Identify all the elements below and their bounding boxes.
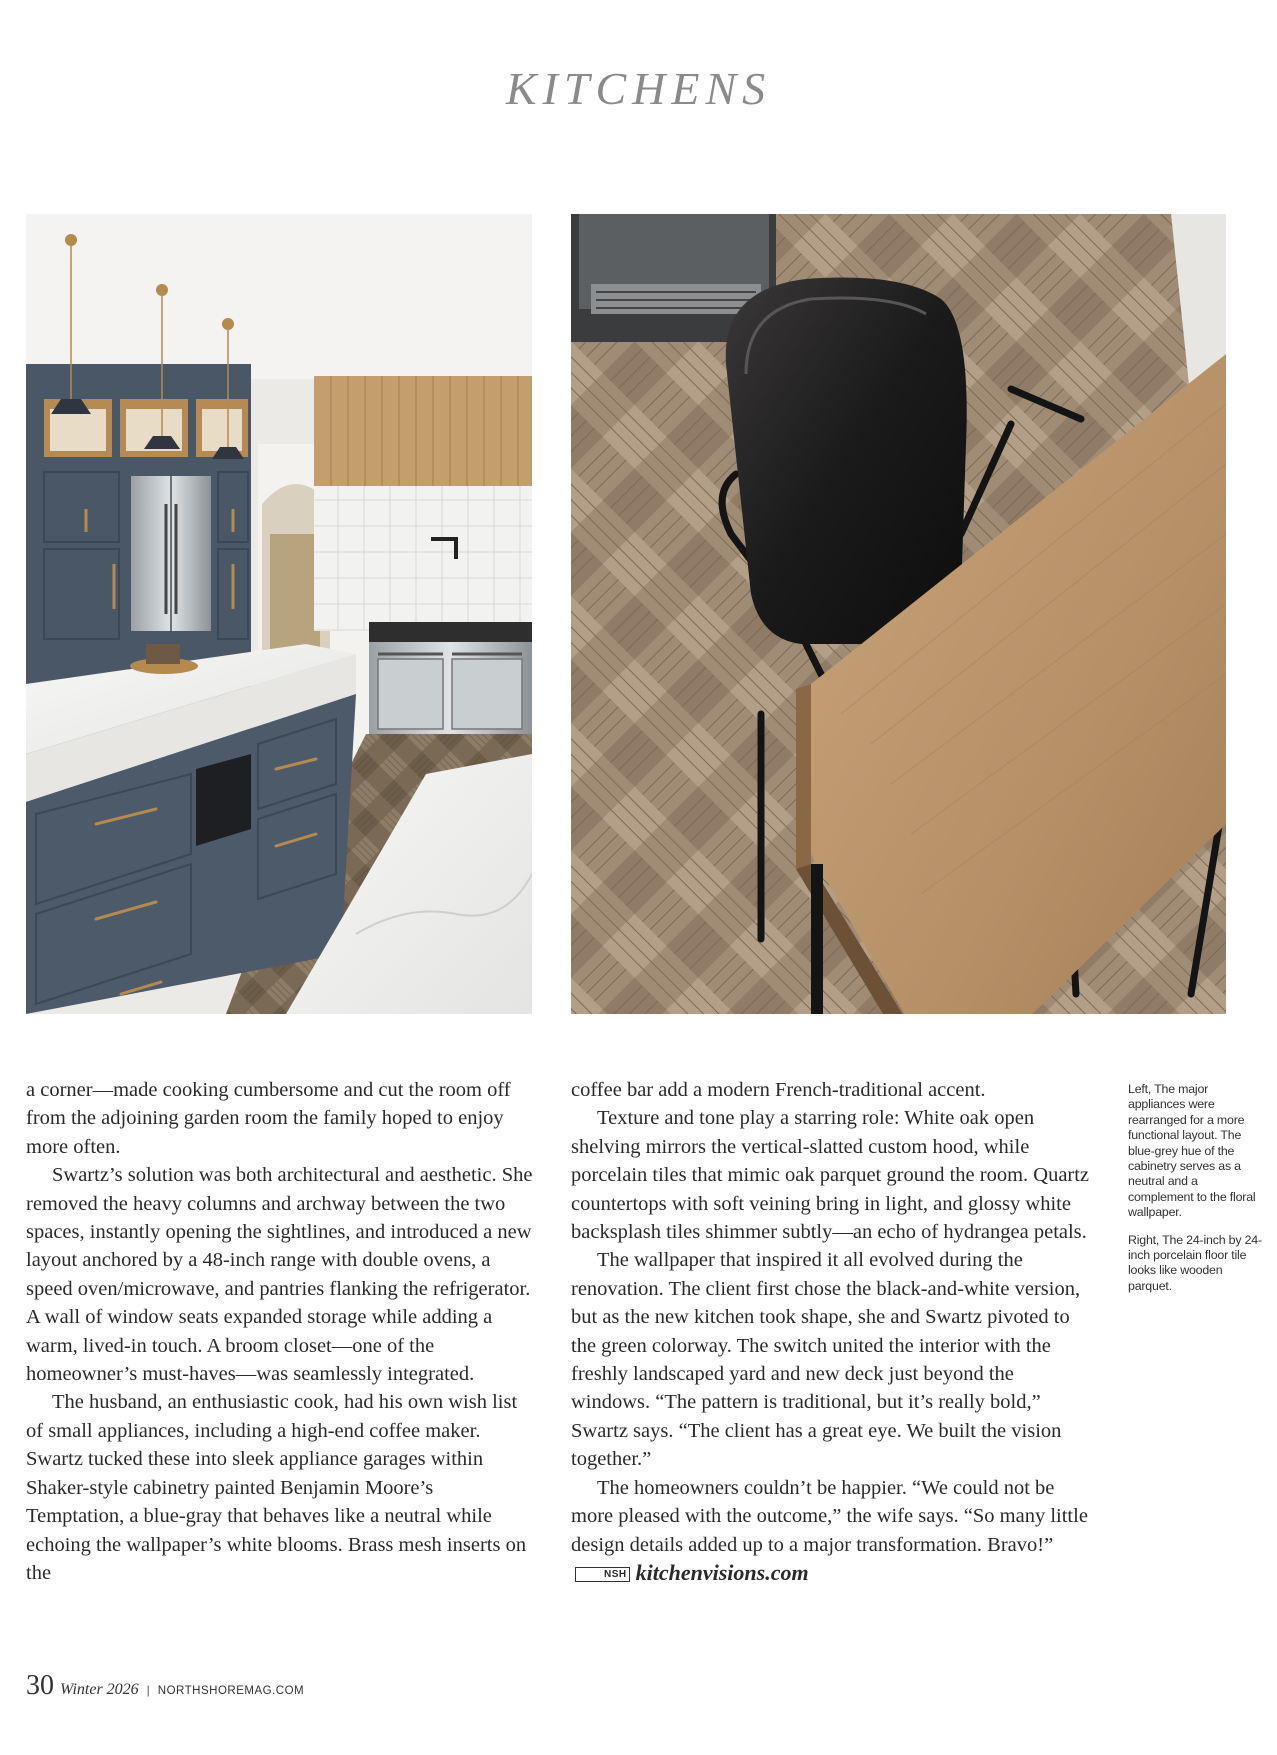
chair-table-photo: [571, 214, 1226, 1014]
article-column-1: [26, 1076, 536, 1587]
article-paragraph: Swartz’s solution was both architectural and aesthetic. She removed the heavy columns and archway between the two spaces, instantly opening the sightlines, and introduced a new layout anchored by a 48-inch range with double ovens, a speed oven/microwave, and pantries flanking the refrigerator. A wall of window seats expanded storage while adding a warm, lived-in touch. A broom closet—one of the homeowner’s must-haves—was seamlessly integrated.: [26, 1164, 533, 1386]
article-column-2: [571, 1076, 1091, 1588]
article-paragraph: coffee bar add a modern French-traditional accent.: [571, 1079, 986, 1101]
footer-site[interactable]: NORTHSHOREMAG.COM: [157, 1685, 305, 1697]
article-paragraph: Texture and tone play a starring role: White oak open shelving mirrors the vertical-slatted custom hood, while porcelain tiles that mimic oak parquet ground the room. Quartz countertops with soft veining bring in light, and glossy white backsplash tiles shimmer subtly—an echo of hydrangea petals.: [571, 1107, 1090, 1244]
article-paragraph: The wallpaper that inspired it all evolved during the renovation. The client first chose the black-and-white version, but as the new kitchen took shape, she and Swartz pivoted to the green colorway. The switch united the interior with the freshly landscaped yard and new deck just beyond the windows. “The pattern is traditional, but it’s really bold,” Swartz says. “The client has a great eye. We built the vision together.”: [571, 1249, 1081, 1471]
kitchen-illustration: [26, 214, 532, 1014]
kitchen-photo: [26, 214, 532, 1014]
caption-left: Left, The major appliances were rearranged for a more functional layout. The blue-grey hue of the cabinetry serves as a neutral and a complement to the floral wallpaper.: [1128, 1082, 1256, 1220]
website-link[interactable]: kitchenvisions.com: [635, 1559, 809, 1585]
photo-captions: [1128, 1082, 1262, 1306]
end-mark-logo: NSH: [575, 1567, 630, 1582]
article-paragraph: a corner—made cooking cumbersome and cut the room off from the adjoining garden room the family hoped to enjoy more often.: [26, 1079, 511, 1158]
page-number: 30: [26, 1670, 54, 1701]
section-title: KITCHENS: [505, 63, 772, 114]
page-footer: [26, 1670, 304, 1702]
footer-separator: |: [146, 1683, 150, 1697]
article-paragraph: [571, 1474, 1091, 1589]
caption-right: Right, The 24-inch by 24-inch porcelain floor tile looks like wooden parquet.: [1128, 1232, 1262, 1293]
article-paragraph: The husband, an enthusiastic cook, had his own wish list of small appliances, including a high-end coffee maker. Swartz tucked these into sleek appliance garages within Shaker-style cabinetry painted Benjamin Moore’s Temptation, a blue-gray that behaves like a neutral while echoing the wallpaper’s white blooms. Brass mesh inserts on the: [26, 1391, 527, 1584]
issue-date: Winter 2026: [60, 1681, 139, 1698]
chair-table-illustration: [571, 214, 1226, 1014]
closing-paragraph-text: The homeowners couldn’t be happier. “We could not be more pleased with the outcome,” the wife says. “So many little design details added up to a major transformation. Bravo!”: [571, 1476, 1088, 1556]
